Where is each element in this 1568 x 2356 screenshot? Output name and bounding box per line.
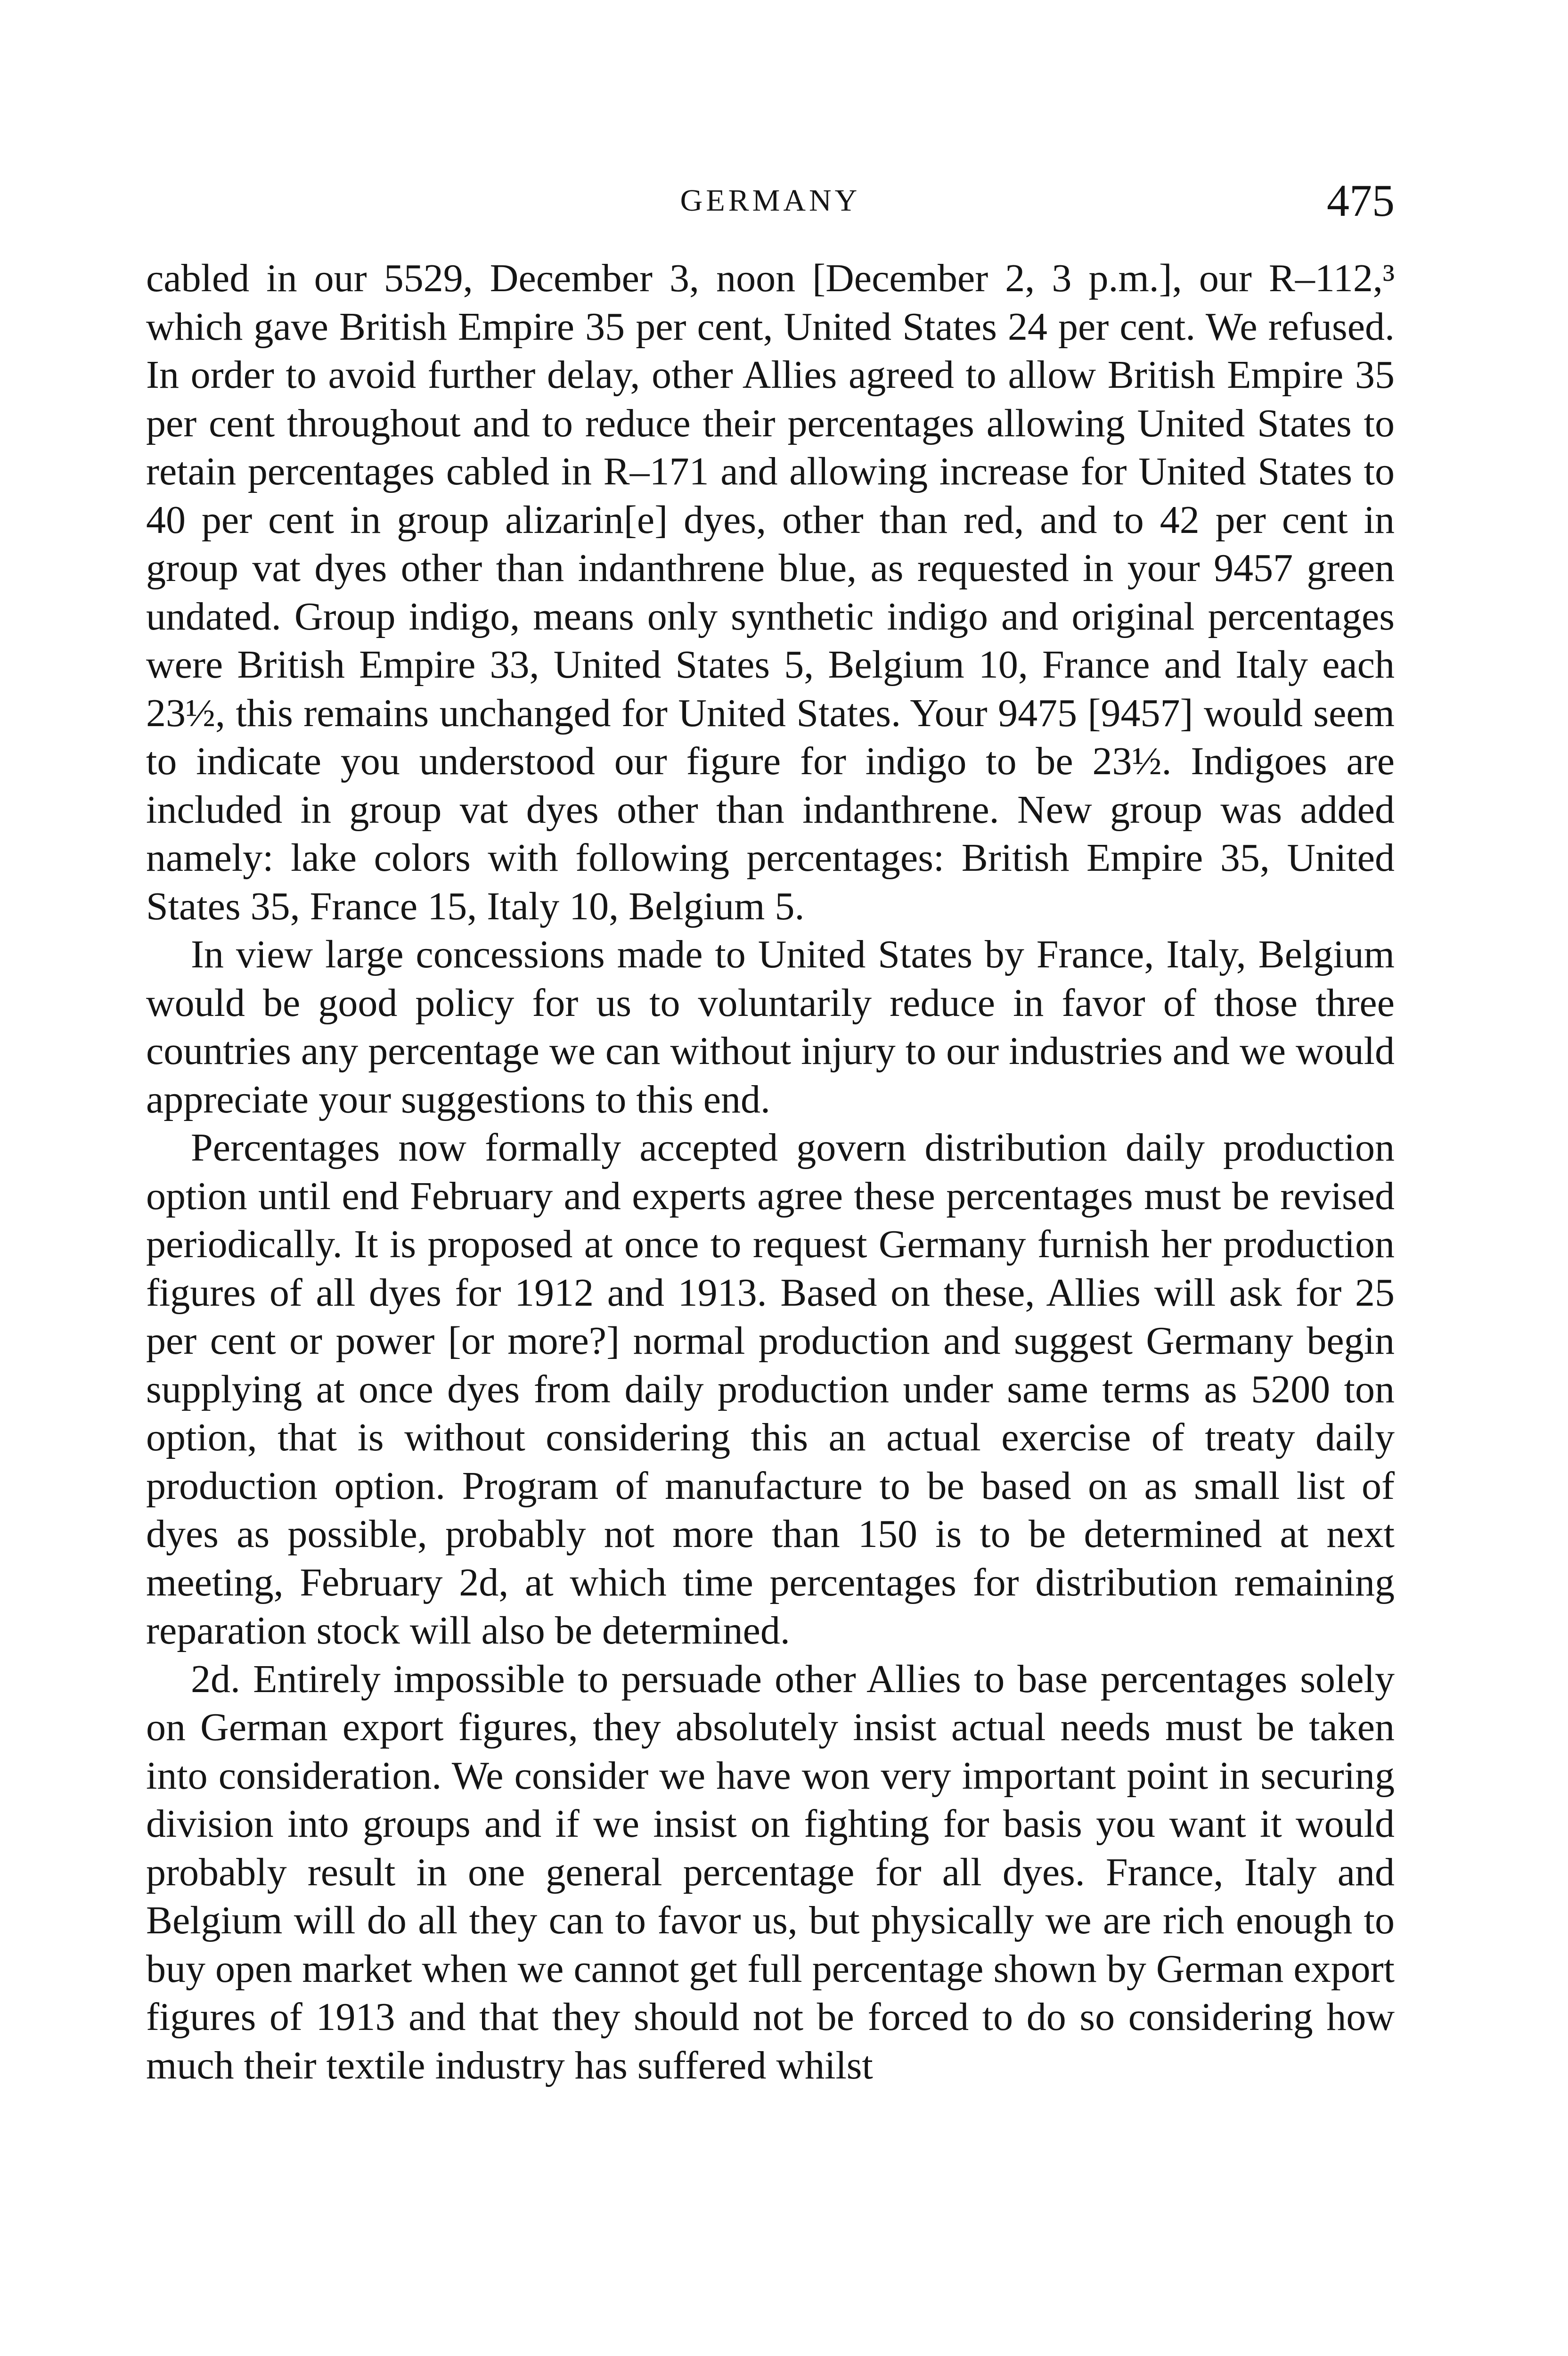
paragraph-second-point: 2d. Entirely impossible to persuade other Allies to base percentages solely on German export figures, they absolutely insist actual needs must be taken into consideration. We consider we have won very important point in securing division into groups and if we insist on fighting for basis you want it would probably result in one general percentage for all dyes. France, Italy and Belgium will do all they can to favor us, but physically we are rich enough to buy open market when we cannot get full percentage shown by German export figures of 1913 and that they should not be forced to do so considering how much their textile industry has suffered whilst bbox=[146, 1657, 1395, 2087]
body-text bbox=[146, 254, 1395, 2090]
page-number: 475 bbox=[1327, 175, 1395, 226]
paragraph-percentages: Percentages now formally accepted govern distribution daily production option until end February and experts agree these percentages must be revised periodically. It is proposed at once to request Germany furnish her production figures of all dyes for 1912 and 1913. Based on these, Allies will ask for 25 per cent or power [or more?] normal production and suggest Germany begin supplying at once dyes from daily production under same terms as 5200 ton option, that is without considering this an actual exercise of treaty daily production option. Program of manufacture to be based on as small list of dyes as possible, probably not more than 150 is to be determined at next meeting, February 2d, at which time percentages for distribution remaining reparation stock will also be determined. bbox=[146, 1126, 1395, 1652]
running-title: GERMANY bbox=[680, 183, 861, 218]
paragraph-continued: cabled in our 5529, December 3, noon [December 2, 3 p.m.], our R–112,³ which gave British Empire 35 per cent, United States 24 per cent. We refused. In order to avoid further delay, other Allies agreed to allow British Empire 35 per cent throughout and to reduce their percentages allowing United States to retain percentages cabled in R–171 and allowing increase for United States to 40 per cent in group alizarin[e] dyes, other than red, and to 42 per cent in group vat dyes other than indanthrene blue, as requested in your 9457 green undated. Group indigo, means only synthetic indigo and original percentages were British Empire 33, United States 5, Belgium 10, France and Italy each 23½, this remains unchanged for United States. Your 9475 [9457] would seem to indicate you understood our figure for indigo to be 23½. Indigoes are included in group vat dyes other than indanthrene. New group was added namely: lake colors with following percentages: British Empire 35, United States 35, France 15, Italy 10, Belgium 5. bbox=[146, 256, 1395, 928]
paragraph-concessions: In view large concessions made to United States by France, Italy, Belgium would be good policy for us to voluntarily reduce in favor of those three countries any percentage we can without injury to our industries and we would appreciate your suggestions to this end. bbox=[146, 933, 1395, 1121]
running-head bbox=[146, 174, 1395, 226]
